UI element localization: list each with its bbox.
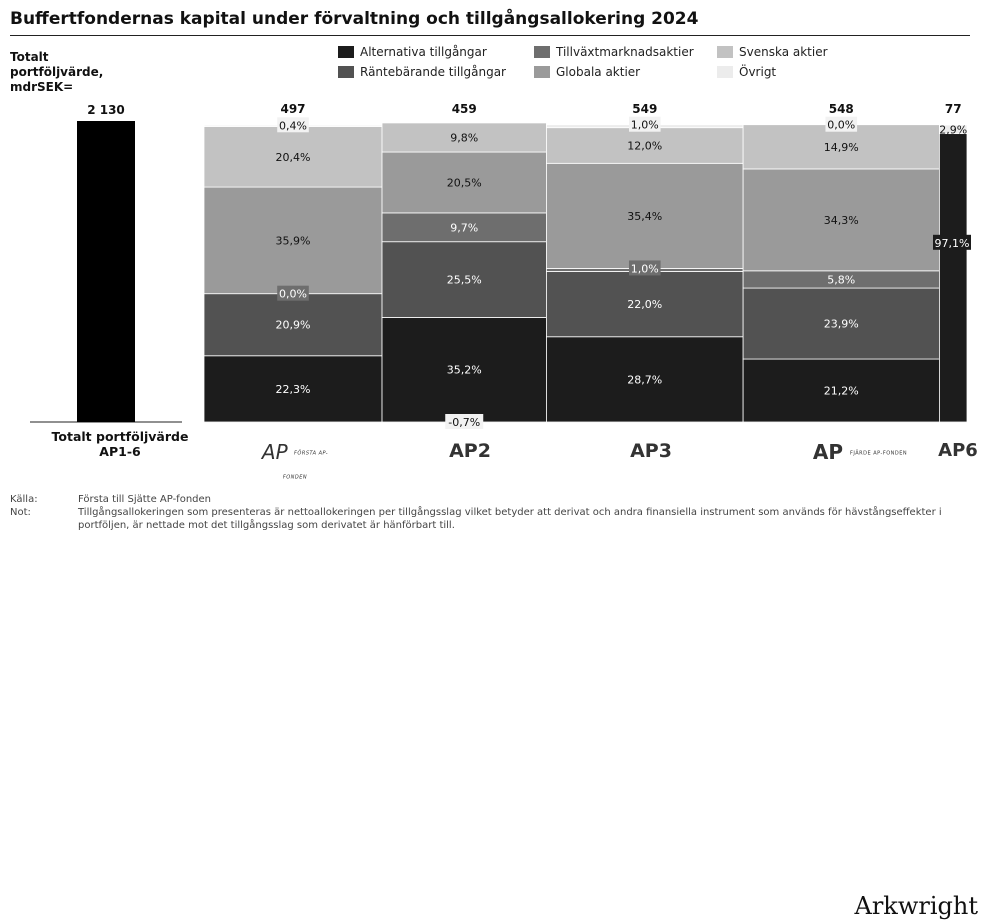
segment-label: 20,4% — [275, 150, 311, 164]
note-key: Not: — [10, 507, 31, 518]
ap4-logo — [805, 440, 915, 464]
note-text: Första till Sjätte AP-fonden — [78, 494, 211, 505]
footnotes — [10, 493, 970, 532]
segment-label: 14,9% — [823, 140, 859, 154]
ap3-logo-mark: AP3 — [630, 440, 672, 462]
total-value-label: Totalt portföljvärde, mdrSEK= — [10, 50, 104, 94]
segment-label: 97,1% — [934, 236, 970, 250]
legend-item-ovrigt — [717, 65, 776, 79]
segment-label: -0,7% — [448, 416, 481, 429]
ap2-logo-mark: AP2 — [449, 440, 491, 462]
legend-swatch — [717, 66, 733, 78]
legend-swatch — [534, 66, 550, 78]
ap6-logo-mark: AP6 — [938, 440, 978, 461]
ap1-logo — [250, 440, 340, 488]
segment-label: 23,9% — [823, 317, 859, 331]
segment-label: 5,8% — [827, 273, 856, 287]
column-total-label: 549 — [632, 102, 658, 116]
ap4-logo-mark: AP — [812, 440, 843, 464]
column-total-label: 548 — [828, 102, 854, 116]
segment-label: 35,9% — [275, 234, 311, 248]
ap4-logo-text: FJÄRDE AP-FONDEN — [849, 450, 908, 457]
ap2-logo — [425, 440, 515, 462]
ap1-logo-mark: AP — [261, 440, 288, 464]
segment-label: 22,0% — [627, 298, 663, 312]
segment-label: 0,0% — [279, 287, 307, 301]
ap6-logo — [930, 440, 986, 461]
segment-label: 1,0% — [630, 262, 659, 276]
total-bar — [77, 121, 135, 422]
segment-label: 35,4% — [627, 209, 663, 223]
legend-item-tillvaxt — [534, 45, 694, 59]
segment-label: 25,5% — [446, 273, 482, 287]
segment-label: 20,5% — [446, 176, 482, 190]
legend-swatch — [338, 46, 354, 58]
note-key: Källa: — [10, 494, 38, 505]
column-total-label: 459 — [451, 102, 477, 116]
title-divider — [10, 35, 970, 36]
legend-label: Räntebärande tillgångar — [360, 65, 506, 79]
ap1-logo-text: FÖRSTA AP-FONDEN — [282, 450, 329, 481]
segment-label: 21,2% — [823, 384, 859, 398]
segment-label: 12,0% — [627, 139, 663, 153]
legend-swatch — [534, 46, 550, 58]
legend — [338, 45, 898, 85]
column-total-label: 77 — [944, 102, 962, 116]
segment-label: 1,0% — [630, 118, 659, 132]
segment-label: 22,3% — [275, 382, 311, 396]
legend-item-svenska — [717, 45, 828, 59]
brand-logo: Arkwright — [854, 892, 978, 920]
legend-label: Alternativa tillgångar — [360, 45, 487, 59]
segment-label: 2,9% — [939, 123, 968, 137]
chart-area — [0, 95, 988, 435]
legend-label: Övrigt — [739, 65, 777, 79]
legend-item-globala — [534, 65, 640, 79]
legend-swatch — [717, 46, 733, 58]
legend-label: Tillväxtmarknadsaktier — [556, 45, 694, 59]
segment-label: 9,7% — [450, 221, 479, 235]
segment-label: 9,8% — [450, 131, 479, 145]
segment-label: 34,3% — [823, 213, 859, 227]
ap3-logo — [606, 440, 696, 462]
segment-label: 0,4% — [279, 119, 307, 133]
note-text: Tillgångsallokeringen som presenteras är nettoallokeringen per tillgångsslag vilket betyder att derivat och andra finansiella instrument som används för hävstångseffekter i portföljen, är nettade mot det tillgångsslag som derivatet är hänförbart till. — [78, 507, 942, 531]
segment-label: 20,9% — [275, 318, 311, 332]
segment-label: 28,7% — [627, 373, 663, 387]
segment-label: 0,0% — [827, 118, 856, 132]
chart-title: Buffertfondernas kapital under förvaltning och tillgångsallokering 2024 — [10, 9, 699, 29]
bar-segment — [939, 134, 967, 422]
legend-item-alternativa — [338, 45, 487, 59]
total-value-label-text: 2 130 — [87, 103, 125, 117]
segment-label: 35,2% — [446, 363, 482, 377]
legend-item-rantebarande — [338, 65, 506, 79]
legend-swatch — [338, 66, 354, 78]
legend-label: Globala aktier — [556, 65, 641, 79]
legend-label: Svenska aktier — [739, 45, 828, 59]
column-total-label: 497 — [280, 102, 306, 116]
method-note — [10, 506, 970, 532]
source-note — [10, 493, 970, 506]
total-axis-label: Totalt portföljvärde AP1-6 — [51, 429, 189, 459]
